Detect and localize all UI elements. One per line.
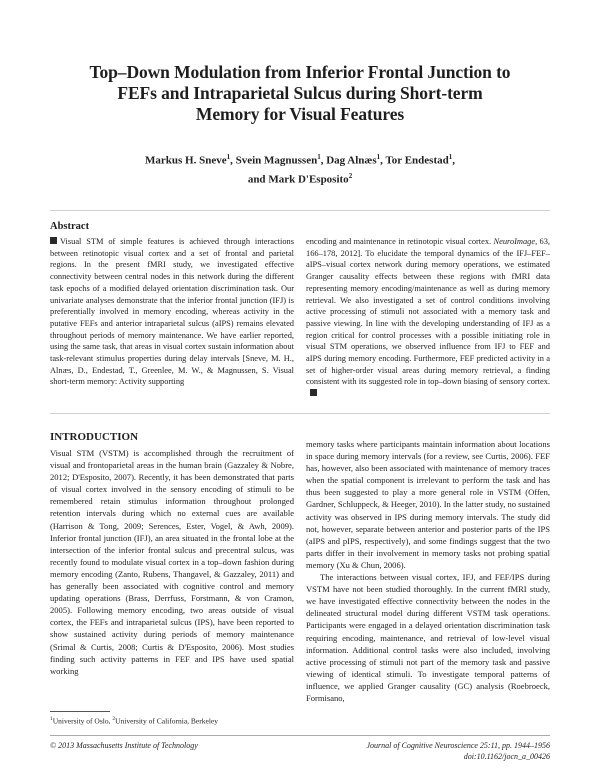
author-connector: and — [247, 173, 266, 186]
intro-paragraph: The interactions between visual cortex, IFJ, and FEF/IPS during VSTM have not been studied thoroughly. In the current fMRI study, we have investigated effective connectivity between the nodes in the delineated structural model during different VSTM task operations. Participants were engaged in a delayed orientation discrimination task requiring encoding, maintenance, and retrieval of low-level visual information. Additional control tasks were also included, involving active processing of stimuli not part of the memory task and passive viewing of identical stimuli. To investigate temporal patterns of influence, we applied Granger causality (GC) analysis (Roebroeck, Formisano, — [306, 572, 550, 703]
doi: doi:10.1162/jocn_a_00426 — [463, 751, 550, 761]
title-line: Memory for Visual Features — [195, 104, 405, 124]
paper-title — [40, 62, 560, 125]
abstract-text-right-pre: encoding and maintenance in retinotopic visual cortex. — [306, 237, 492, 246]
author-affil: 1 — [376, 153, 381, 161]
square-bullet-icon — [50, 237, 57, 244]
author-list: Markus H. Sneve$^1$, Svein Magnussen$^1$, Dag Alnæs$^1$, Tor Endestad$^1$, and Mark D'Esposito$^2$ — [145, 153, 455, 186]
abstract-text-right-post: 63, 166–178, 2012]. To elucidate the temporal dynamics of the IFJ–FEF–aIPS–visual cortex network during memory operations, we estimated Granger causality effects between these regions with fMRI data representing memory encoding/maintenance as well as during memory retrieval. We also investigated a set of control conditions involving active processing of stimuli not associated with a memory task and passive viewing. In line with the developing understanding of IFJ as a region critical for control processes with a possible initiating role in visual STM operations, we observed influence from IFJ to FEF and aIPS during memory encoding. Furthermore, FEF predicted activity in a set of higher-order visual areas during memory retrieval, a finding consistent with its suggested role in top–down biasing of sensory cortex. — [306, 237, 551, 387]
author-affil: 2 — [348, 171, 353, 180]
author-name: Svein Magnussen — [235, 154, 318, 167]
journal-citation: Journal of Cognitive Neuroscience 25:11, pp. 1944–1956 — [366, 741, 550, 750]
abstract-bottom-rule — [50, 413, 550, 414]
journal-info — [366, 741, 550, 762]
author-name: Tor Endestad — [385, 154, 449, 167]
section-heading: INTRODUCTION — [50, 431, 139, 443]
intro-paragraph: Visual STM (VSTM) is accomplished through the recruitment of visual and frontoparietal areas in the human brain (Gazzaley & Nobre, 2012; D'Esposito, 2007). Recently, it has been demonstrated that parts of visual cortex involved in the sensory encoding of stimuli to be remembered retain stimulus information throughout prolonged retention intervals during which no external cues are available (Harrison & Tong, 2009; Serences, Ester, Vogel, & Awh, 2009). Inferior frontal junction (IFJ), an area situated in the frontal lobe at the intersection of the inferior frontal sulcus and precentral sulcus, was recently found to modulate visual cortex in a top–down fashion during memory encoding (Zanto, Rubens, Thangavel, & Gazzaley, 2011) and has generally been associated with cognitive control and memory updating operations (Brass, Derrfuss, Forstmann, & von Cramon, 2005). Following memory encoding, two areas outside of visual cortex, the FEFs and intraparietal sulcus (IPS), have been reported to show sustained activity during periods of memory maintenance (Srimal & Curtis, 2008; Curtis & D'Esposito, 2006). Most studies finding such activity patterns in FEF and IPS have used spatial working — [50, 448, 294, 676]
author-name: Dag Alnæs — [326, 154, 377, 167]
intro-right-column — [306, 438, 550, 704]
intro-left-column — [50, 447, 294, 677]
abstract-heading: Abstract — [50, 221, 90, 232]
title-line: Top–Down Modulation from Inferior Frontal Junction to — [89, 62, 511, 82]
footnote-marker: 2 — [112, 716, 116, 722]
abstract-journal: NeuroImage, — [493, 237, 538, 246]
author-name: Markus H. Sneve — [145, 154, 227, 167]
author-affil: 1 — [317, 153, 321, 161]
copyright: © 2013 Massachusetts Institute of Technology — [50, 741, 198, 750]
author-affil: 1 — [448, 153, 453, 161]
square-end-icon — [310, 389, 317, 396]
footer-rule — [50, 735, 550, 736]
abstract-text-left: Visual STM of simple features is achieved through interactions between retinotopic visual cortex and a set of frontal and parietal regions. In the present fMRI study, we investigated effective connectivity between central nodes in this network during the different task epochs of a modified delayed orientation discrimination task. Our univariate analyses demonstrate that the inferior frontal junction (IFJ) is preferentially involved in memory encoding, whereas activity in the putative FEFs and anterior intraparietal sulcus (aIPS) remains elevated throughout periods of memory maintenance. We have earlier reported, using the same task, that areas in visual cortex sustain information about task-relevant stimulus properties during delay intervals [Sneve, M. H., Alnæs, D., Endestad, T., Greenlee, M. W., & Magnussen, S. Visual short-term memory: Activity supporting — [50, 237, 294, 387]
footnote-marker: 1 — [50, 716, 53, 722]
intro-paragraph: memory tasks where participants maintain information about locations in space during memory intervals (for a review, see Curtis, 2006). FEF has, however, also been associated with maintenance of memory traces when the spatial component is irrelevant to perform the task and has thus been suggested to play a more general role in VSTM (Offen, Gardner, Schluppeck, & Heeger, 2010). In the latter study, no sustained activity was observed in IPS during memory intervals. The study did not, however, separate between anterior and posterior parts of the IPS (aIPS and pIPS, respectively), and some findings suggest that the two parts differ in their involvement in memory tasks not probing spatial memory (Xu & Chun, 2006). — [306, 439, 550, 570]
affiliation: University of California, Berkeley — [115, 716, 218, 726]
affiliation: University of Oslo, — [52, 716, 111, 726]
author-affil: 1 — [226, 153, 231, 161]
abstract-top-rule — [50, 210, 550, 211]
abstract-left-column — [50, 236, 294, 388]
footnote-rule — [50, 711, 110, 712]
affiliation-footnote — [50, 716, 218, 726]
author-name: Mark D'Esposito — [268, 173, 349, 186]
abstract-right-column — [306, 236, 550, 400]
title-line: FEFs and Intraparietal Sulcus during Short-term — [117, 83, 483, 103]
